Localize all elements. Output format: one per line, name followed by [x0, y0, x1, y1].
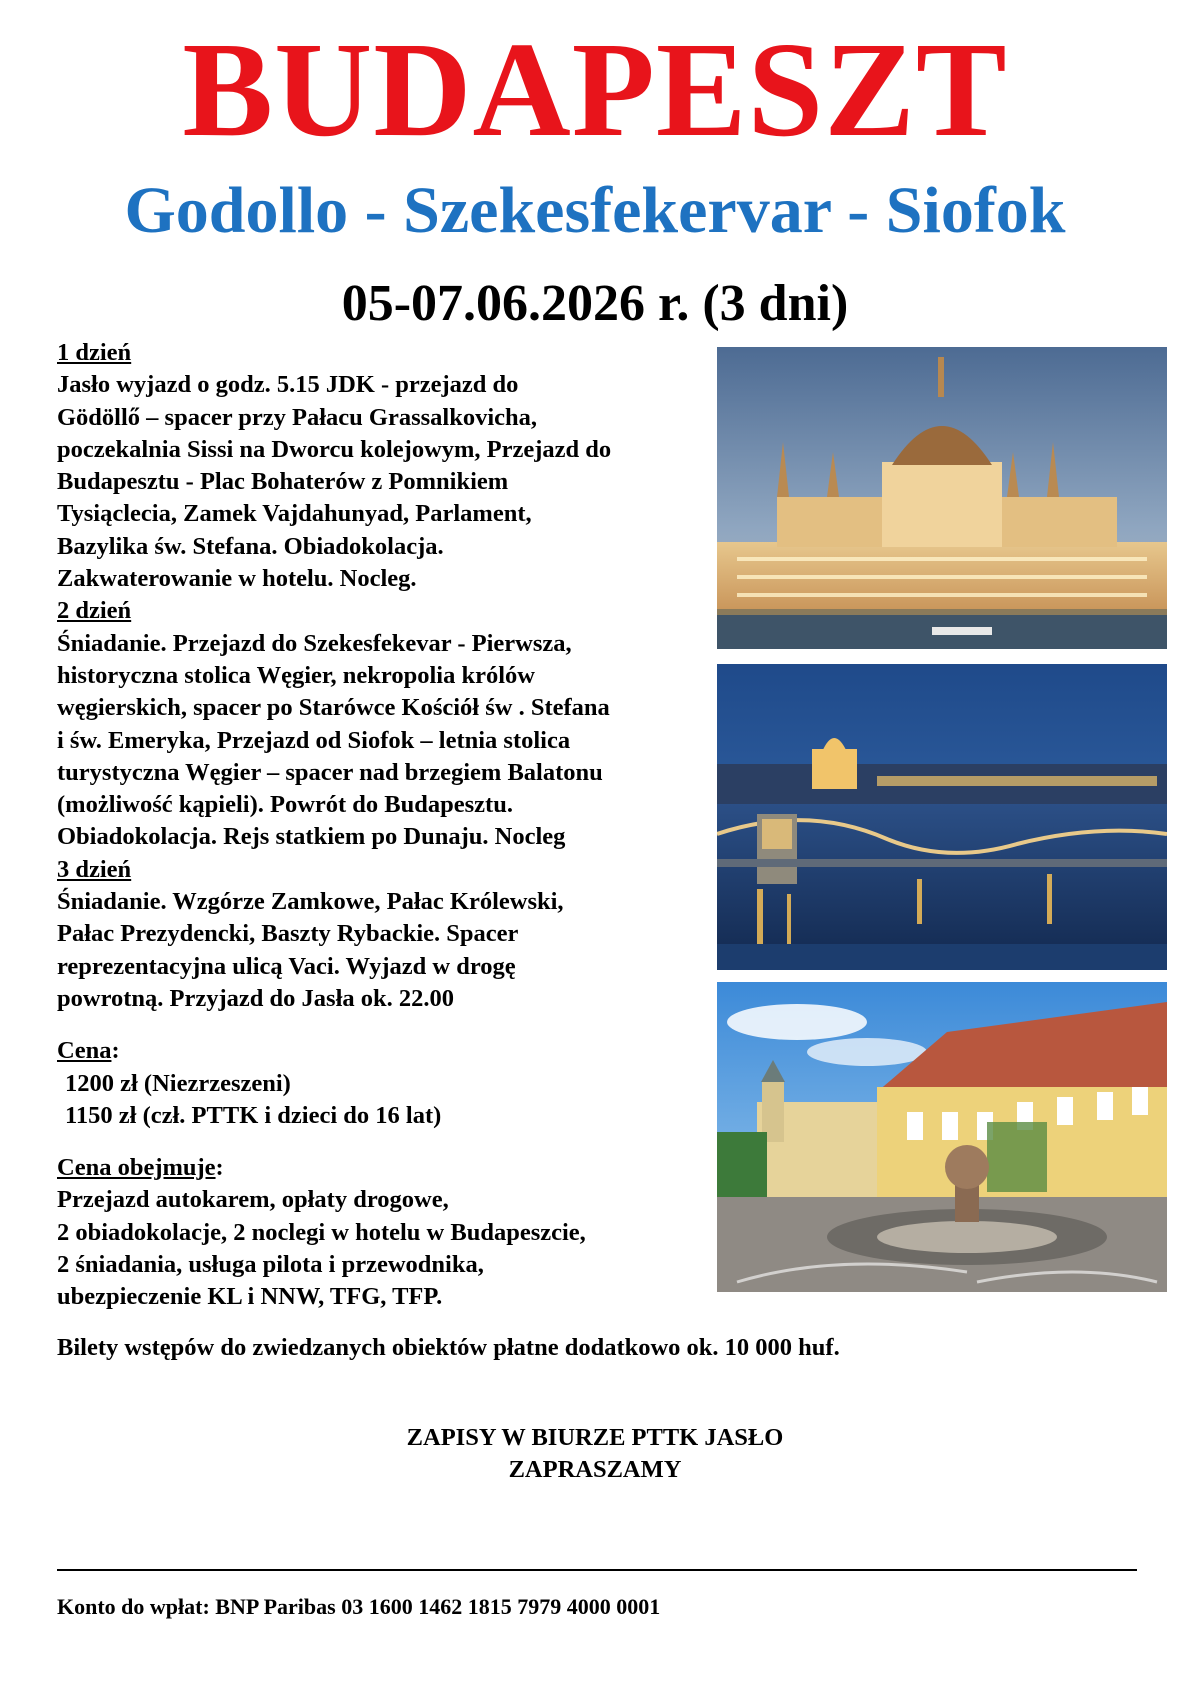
price-item: 1200 zł (Niezrzeszeni)	[65, 1069, 291, 1097]
day-1-line: Budapesztu - Plac Bohaterów z Pomnikiem	[57, 468, 509, 496]
bank-account: Konto do wpłat: BNP Paribas 03 1600 1462 1815 7979 4000 0001	[57, 1594, 661, 1619]
day-2-line: węgierskich, spacer po Starówce Kościół św . Stefana	[57, 694, 610, 722]
includes-line: Przejazd autokarem, opłaty drogowe,	[57, 1186, 449, 1214]
signup-line: ZAPISY W BIURZE PTTK JASŁO	[406, 1424, 784, 1451]
includes-label: Cena obejmuje	[57, 1154, 216, 1182]
day-1-line: poczekalnia Sissi na Dworcu kolejowym, Przejazd do	[57, 435, 612, 463]
day-2-line: (możliwość kąpieli). Powrót do Budapesztu.	[57, 791, 513, 819]
day-1-line: Tysiąclecia, Zamek Vajdahunyad, Parlament,	[57, 500, 532, 528]
old-town-photo	[717, 982, 1167, 1292]
day-3-line: reprezentacyjna ulicą Vaci. Wyjazd w drogę	[57, 952, 516, 980]
includes-line: ubezpieczenie KL i NNW, TFG, TFP.	[57, 1283, 443, 1311]
day-2-line: turystyczna Węgier – spacer nad brzegiem Balatonu	[57, 758, 603, 786]
includes-line: 2 obiadokolacje, 2 noclegi w hotelu w Budapeszcie,	[57, 1218, 586, 1246]
day-1-label: 1 dzień	[57, 339, 132, 366]
day-1-line: Bazylika św. Stefana. Obiadokolacja.	[57, 532, 444, 560]
price-heading: Cena:	[57, 1037, 120, 1065]
price-label: Cena	[57, 1037, 112, 1065]
footer-divider	[57, 1569, 1137, 1571]
day-1-line: Zakwaterowanie w hotelu. Nocleg.	[57, 565, 417, 593]
extra-costs-note: Bilety wstępów do zwiedzanych obiektów płatne dodatkowo ok. 10 000 huf.	[57, 1334, 840, 1361]
invitation-line: ZAPRASZAMY	[508, 1456, 682, 1483]
day-1-line: Gödöllő – spacer przy Pałacu Grassalkovicha,	[57, 403, 538, 431]
day-1-line: Jasło wyjazd o godz. 5.15 JDK - przejazd do	[57, 371, 519, 399]
day-2-line: historyczna stolica Węgier, nekropolia królów	[57, 661, 535, 689]
signup-block	[0, 1422, 1190, 1486]
chain-bridge-photo	[717, 664, 1167, 970]
trip-dates: 05-07.06.2026 r. (3 dni)	[341, 275, 849, 332]
day-2-line: Obiadokolacja. Rejs statkiem po Dunaju. Nocleg	[57, 823, 566, 851]
day-3-line: Śniadanie. Wzgórze Zamkowe, Pałac Królewski,	[57, 888, 564, 916]
day-2-line: Śniadanie. Przejazd do Szekesfekevar - Pierwsza,	[57, 629, 572, 657]
day-2-line: i św. Emeryka, Przejazd od Siofok – letnia stolica	[57, 726, 571, 754]
includes-line: 2 śniadania, usługa pilota i przewodnika,	[57, 1251, 484, 1279]
day-2-label: 2 dzień	[57, 597, 132, 625]
day-3-label: 3 dzień	[57, 855, 132, 883]
parliament-photo	[717, 347, 1167, 649]
itinerary-column	[57, 337, 717, 1314]
price-item: 1150 zł (czł. PTTK i dzieci do 16 lat)	[65, 1101, 442, 1129]
day-3-line: powrotną. Przyjazd do Jasła ok. 22.00	[57, 984, 455, 1012]
includes-heading: Cena obejmuje:	[57, 1154, 224, 1182]
route-subtitle: Godollo - Szekesfekervar - Siofok	[124, 174, 1066, 247]
page-title: BUDAPESZT	[182, 15, 1008, 165]
day-3-line: Pałac Prezydencki, Baszty Rybackie. Spacer	[57, 920, 519, 948]
